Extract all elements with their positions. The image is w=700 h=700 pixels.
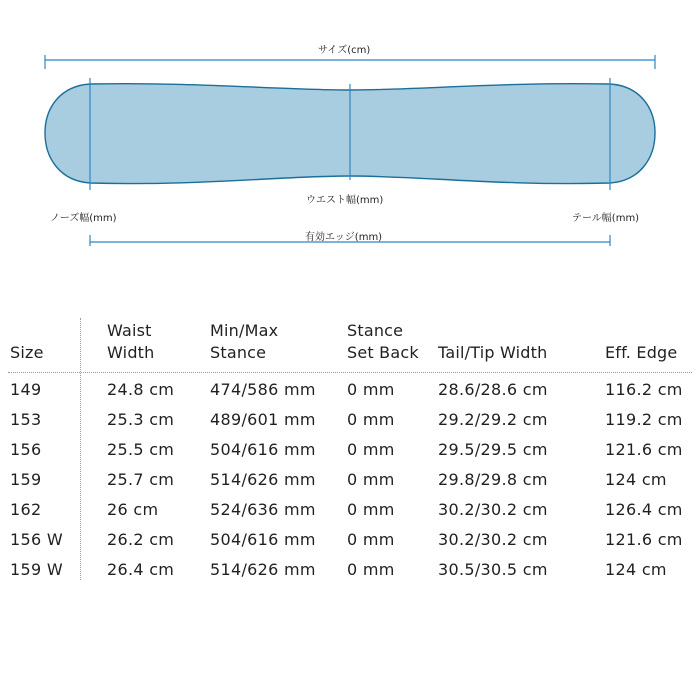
cell-setback: 0 mm [347,440,395,459]
cell-setback: 0 mm [347,530,395,549]
cell-waist: 26.2 cm [107,530,175,549]
header-tailtip: Tail/Tip Width [438,343,548,362]
cell-waist: 24.8 cm [107,380,175,399]
table-row [0,410,700,432]
cell-tailtip: 29.5/29.5 cm [438,440,548,459]
header-setback-line1: Stance [347,321,404,340]
cell-waist: 26.4 cm [107,560,175,579]
table-row [0,560,700,582]
cell-tailtip: 28.6/28.6 cm [438,380,548,399]
header-waist-line2: Width [107,343,155,362]
cell-stance: 474/586 mm [210,380,316,399]
table-row [0,440,700,462]
cell-setback: 0 mm [347,500,395,519]
header-divider [8,372,692,373]
cell-stance: 504/616 mm [210,530,316,549]
cell-stance: 489/601 mm [210,410,316,429]
cell-setback: 0 mm [347,380,395,399]
cell-tailtip: 29.8/29.8 cm [438,470,548,489]
header-waist-line1: Waist [107,321,152,340]
cell-edge: 119.2 cm [605,410,683,429]
cell-size: 153 [10,410,42,429]
cell-tailtip: 29.2/29.2 cm [438,410,548,429]
table-row [0,530,700,552]
waist-label: ウエスト幅(mm) [306,195,384,206]
cell-size: 159 W [10,560,63,579]
header-stance-line1: Min/Max [210,321,279,340]
cell-waist: 26 cm [107,500,159,519]
cell-edge: 126.4 cm [605,500,683,519]
cell-edge: 121.6 cm [605,530,683,549]
cell-stance: 514/626 mm [210,470,316,489]
cell-tailtip: 30.5/30.5 cm [438,560,548,579]
cell-edge: 116.2 cm [605,380,683,399]
size-dimension [45,55,655,69]
nose-label: ノーズ幅(mm) [50,213,117,224]
cell-tailtip: 30.2/30.2 cm [438,500,548,519]
edge-label: 有効エッジ(mm) [305,232,383,243]
cell-stance: 514/626 mm [210,560,316,579]
cell-size: 159 [10,470,42,489]
cell-tailtip: 30.2/30.2 cm [438,530,548,549]
cell-waist: 25.5 cm [107,440,175,459]
board-diagram [0,0,700,260]
cell-setback: 0 mm [347,470,395,489]
cell-size: 162 [10,500,42,519]
cell-size: 156 W [10,530,63,549]
cell-stance: 504/616 mm [210,440,316,459]
header-setback-line2: Set Back [347,343,419,362]
size-label: サイズ(cm) [318,45,371,56]
cell-size: 149 [10,380,42,399]
cell-edge: 124 cm [605,560,667,579]
cell-setback: 0 mm [347,560,395,579]
header-edge: Eff. Edge [605,343,678,362]
table-row [0,500,700,522]
table-row [0,470,700,492]
tail-label: テール幅(mm) [572,213,640,224]
cell-size: 156 [10,440,42,459]
header-stance-line2: Stance [210,343,267,362]
cell-edge: 124 cm [605,470,667,489]
cell-stance: 524/636 mm [210,500,316,519]
cell-waist: 25.3 cm [107,410,175,429]
table-row [0,380,700,402]
cell-waist: 25.7 cm [107,470,175,489]
cell-setback: 0 mm [347,410,395,429]
cell-edge: 121.6 cm [605,440,683,459]
header-size: Size [10,343,44,362]
